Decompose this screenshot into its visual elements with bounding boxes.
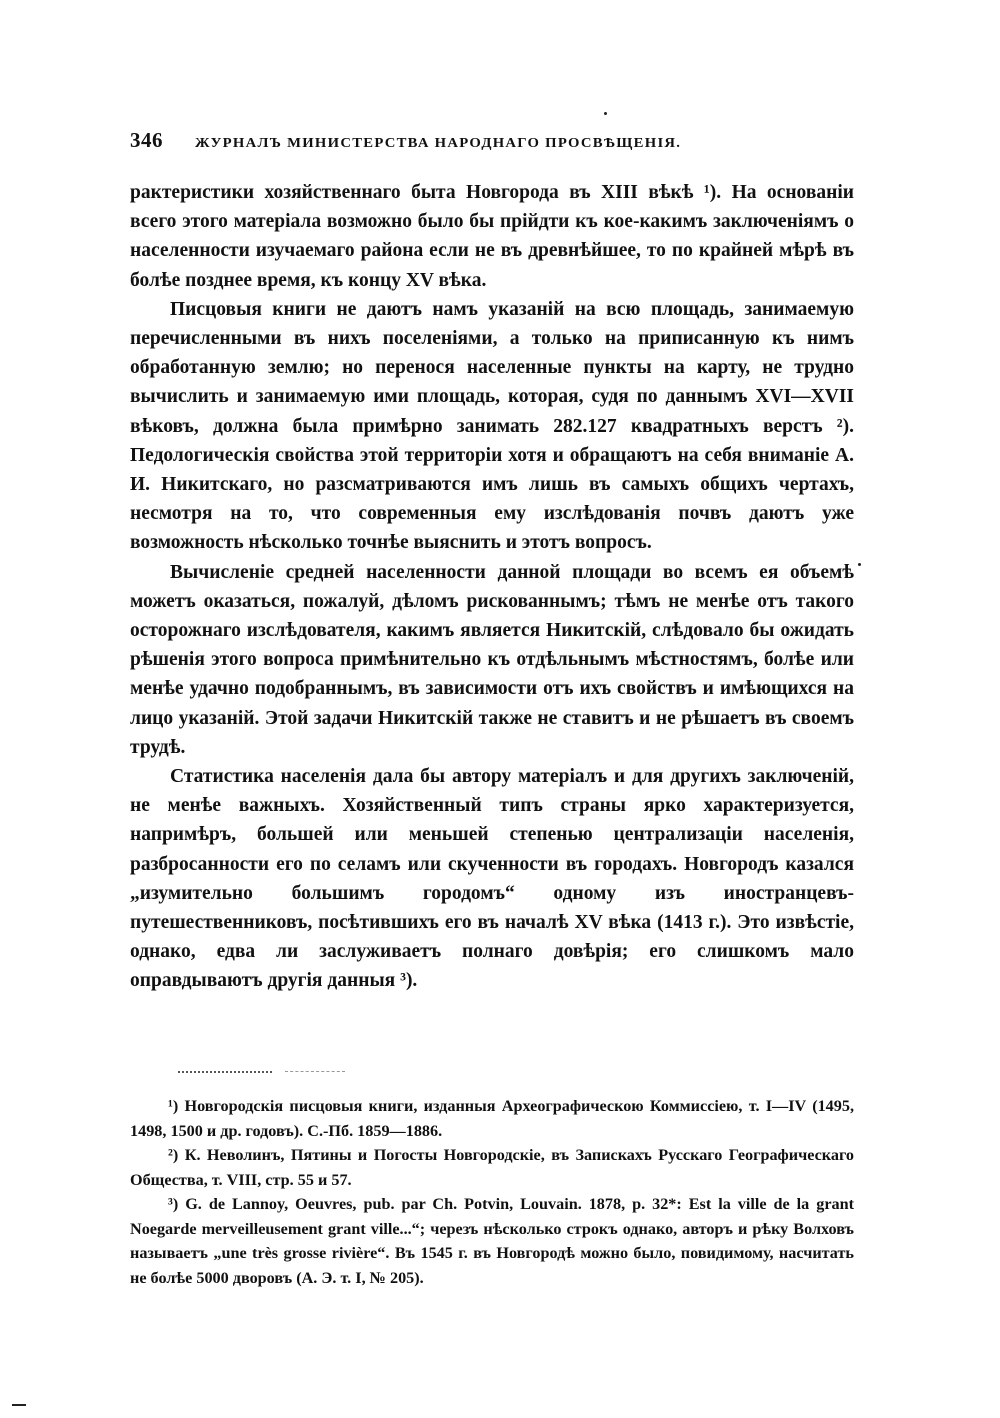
- paragraph: Писцовыя книги не даютъ намъ указаній на всю площадь, занимаемую перечисленными въ нихъ поселеніями, а только на приписанную къ нимъ обработанную землю; но перенося населенные пункты на карту, не трудно вычислить и занимаемую ими площадь, которая, судя по даннымъ XVI—XVII вѣковъ, должна была примѣрно занимать 282.127 квадратныхъ верстъ ²). Педологическія свойства этой территоріи хотя и обращаютъ на себя вниманіе А. И. Никитскаго, но разсматриваются имъ лишь въ самыхъ общихъ чертахъ, несмотря на то, что современныя ему изслѣдованія почвъ даютъ уже возможность нѣсколько точнѣе выяснить и этотъ вопросъ.: [130, 298, 854, 554]
- footnote-text: К. Неволинъ, Пятины и Погосты Новгородскіе, въ Запискахъ Русскаго Географическаго Общества, т. VIII, стр. 55 и 57.: [130, 1146, 855, 1189]
- footnote-separator-tail: [285, 1071, 345, 1072]
- running-title: ЖУРНАЛЪ МИНИСТЕРСТВА НАРОДНАГО ПРОСВѢЩЕНІЯ.: [195, 136, 682, 151]
- paragraph: Статистика населенія дала бы автору матеріалъ и для другихъ заключеній, не менѣе важныхъ. Хозяйственный типъ страны ярко характеризуется, напримѣръ, большей или меньшей степенью централизаціи населенія, разбросанности его по селамъ или скученности въ городахъ. Новгородъ казался „изумительно большимъ городомъ“ одному изъ иностранцевъ-путешественниковъ, посѣтившихъ его въ началѣ XV вѣка (1413 г.). Это извѣстіе, однако, едва ли заслуживаетъ полнаго довѣрія; его слишкомъ мало оправдываютъ другія данныя ³).: [130, 766, 854, 992]
- page-number: 346: [130, 128, 163, 152]
- footnote-marker: ³): [168, 1195, 179, 1213]
- footnotes: [130, 1094, 854, 1290]
- scan-speck: [12, 1404, 26, 1406]
- footnote-marker: ¹): [168, 1097, 179, 1115]
- scan-speck: [604, 112, 607, 115]
- footnote-separator: [178, 1071, 272, 1073]
- main-text: [130, 178, 854, 996]
- footnote-text: G. de Lannoy, Oeuvres, pub. par Ch. Potvin, Louvain. 1878, p. 32*: Est la ville de la grant Noegarde merveilleusement grant ville...“; черезъ нѣсколько строкъ однако, авторъ и рѣку Волховъ называетъ „une très grosse rivière“. Въ 1545 г. въ Новгородѣ можно было, повидимому, насчитать не болѣе 5000 дворовъ (А. Э. т. I, № 205).: [130, 1195, 854, 1287]
- paragraph: Вычисленіе средней населенности данной площади во всемъ ея объемѣ можетъ оказаться, пожалуй, дѣломъ рискованнымъ; тѣмъ не менѣе отъ такого осторожнаго изслѣдователя, какимъ является Никитскій, слѣдовало бы ожидать рѣшенія этого вопроса примѣнительно къ отдѣльнымъ мѣстностямъ, болѣе или менѣе удачно подобраннымъ, въ зависимости отъ ихъ свойствъ и имѣющихся на лицо указаній. Этой задачи Никитскій также не ставитъ и не рѣшаетъ въ своемъ трудѣ.: [130, 561, 854, 758]
- footnote-text: Новгородскія писцовыя книги, изданныя Археографическою Коммиссіею, т. I—IV (1495, 1498, 1500 и др. годовъ). С.-Пб. 1859—1886.: [130, 1097, 855, 1140]
- scan-speck: [858, 563, 861, 566]
- page-header: [130, 128, 855, 153]
- footnote: [130, 1143, 854, 1192]
- footnote: [130, 1094, 854, 1143]
- footnote-marker: ²): [168, 1146, 179, 1164]
- footnote: [130, 1192, 854, 1290]
- paragraph: рактеристики хозяйственнаго быта Новгорода въ XIII вѣкѣ ¹). На основаніи всего этого матеріала возможно было бы прійдти къ кое-какимъ заключеніямъ о населенности изучаемаго района если не въ древнѣйшее, то по крайней мѣрѣ въ болѣе позднее время, къ концу XV вѣка.: [130, 182, 854, 291]
